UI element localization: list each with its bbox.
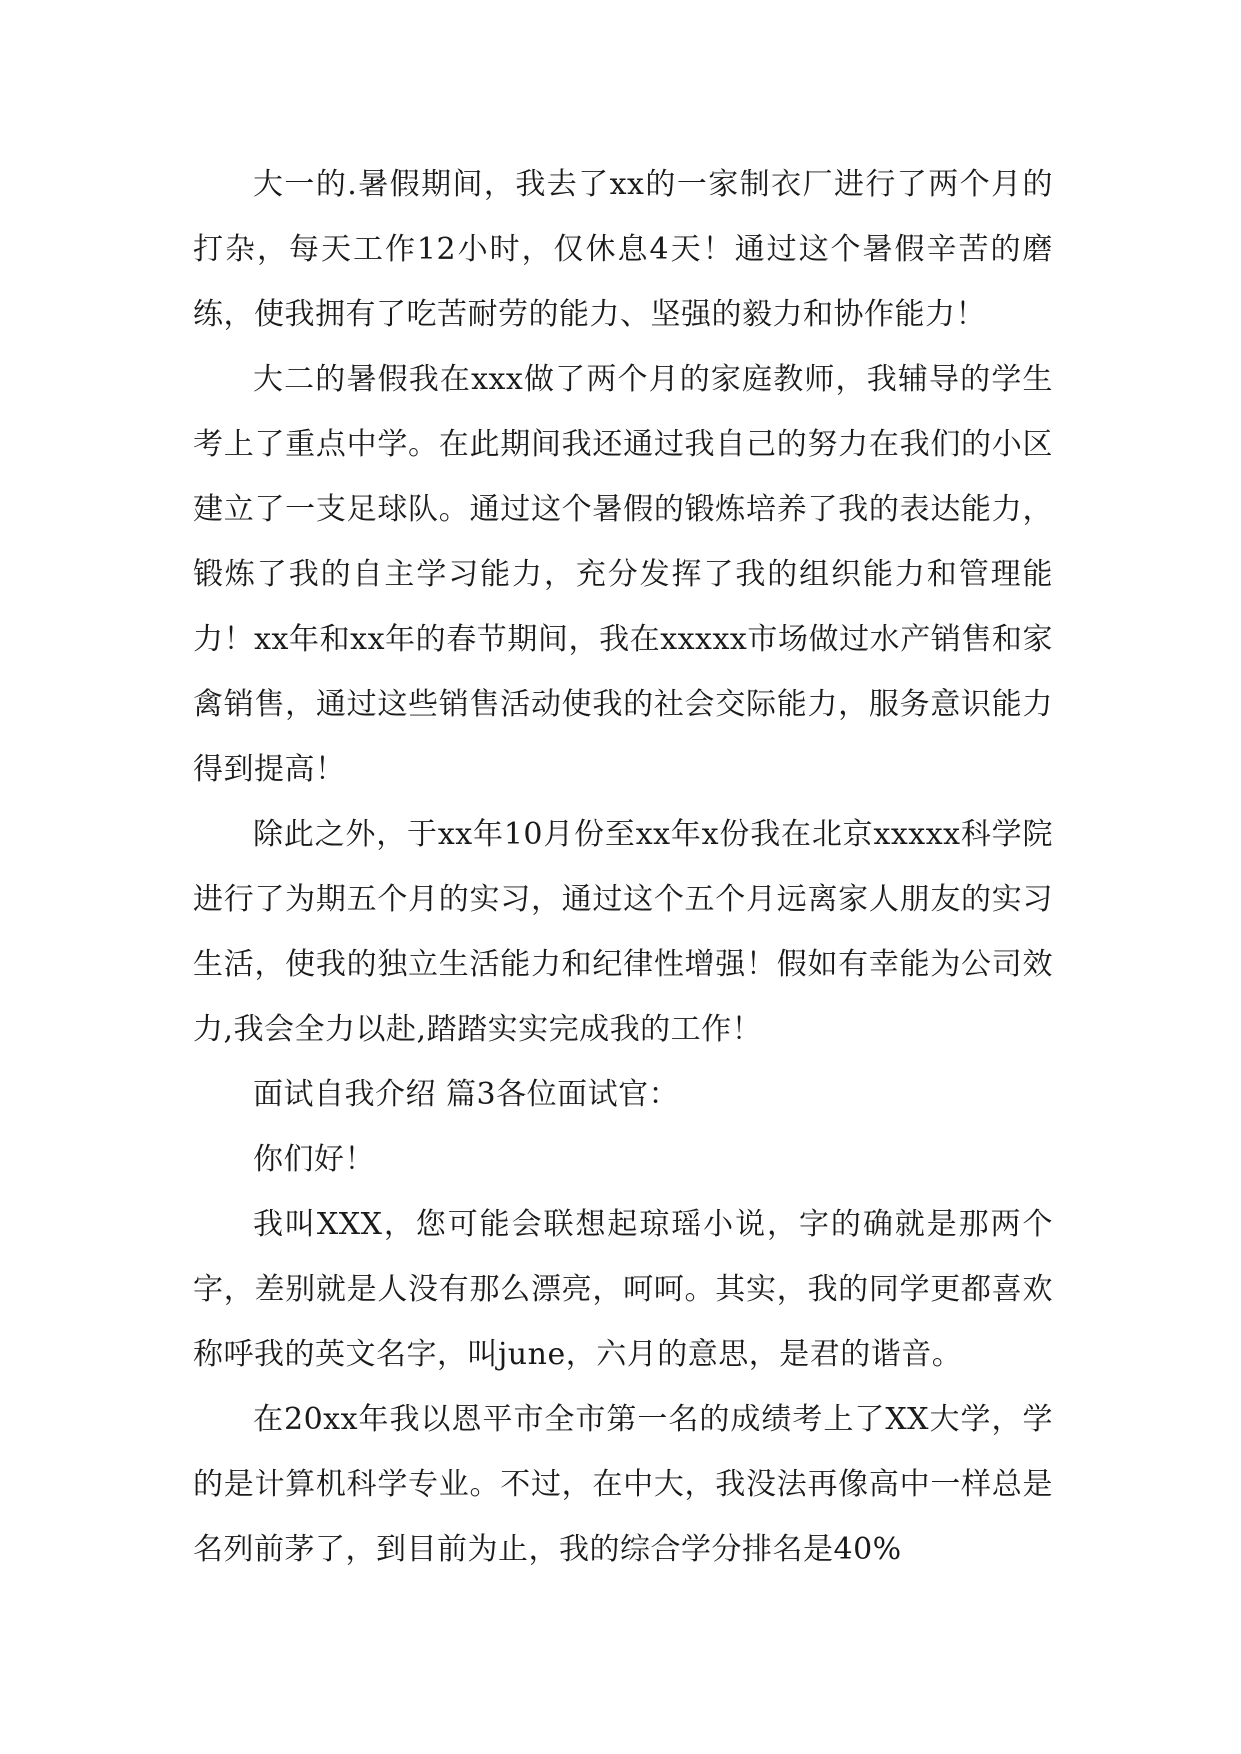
greeting: 你们好！ xyxy=(253,1142,375,1177)
paragraph-tutor-sales: 大二的暑假我在xxx做了两个月的家庭教师，我辅导的学生考上了重点中学。在此期间我还通过我自己的努力在我们的小区建立了一支足球队。通过这个暑假的锻炼培养了我的表达能力，锻炼了我的自主学习能力，充分发挥了我的组织能力和管理能力！xx年和xx年的春节期间，我在xxxxx市场做过水产销售和家禽销售，通过这些销售活动使我的社会交际能力，服务意识能力得到提高！ xyxy=(193,362,1053,787)
paragraph-summer-factory: 大一的.暑假期间，我去了xx的一家制衣厂进行了两个月的打杂，每天工作12小时，仅休息4天！通过这个暑假辛苦的磨练，使我拥有了吃苦耐劳的能力、坚强的毅力和协作能力！ xyxy=(193,167,1053,332)
paragraph-internship: 除此之外，于xx年10月份至xx年x份我在北京xxxxx科学院进行了为期五个月的实习，通过这个五个月远离家人朋友的实习生活，使我的独立生活能力和纪律性增强！假如有幸能为公司效力,我会全力以赴,踏踏实实完成我的工作！ xyxy=(193,817,1053,1047)
paragraph-education: 在20xx年我以恩平市全市第一名的成绩考上了XX大学，学的是计算机科学专业。不过，在中大，我没法再像高中一样总是名列前茅了，到目前为止，我的综合学分排名是40% xyxy=(193,1402,1053,1567)
section-heading: 面试自我介绍 篇3各位面试官： xyxy=(253,1077,680,1112)
paragraph-name-intro: 我叫XXX，您可能会联想起琼瑶小说，字的确就是那两个字，差别就是人没有那么漂亮，呵呵。其实，我的同学更都喜欢称呼我的英文名字，叫june，六月的意思，是君的谐音。 xyxy=(193,1207,1053,1372)
document-body xyxy=(193,152,1053,1582)
